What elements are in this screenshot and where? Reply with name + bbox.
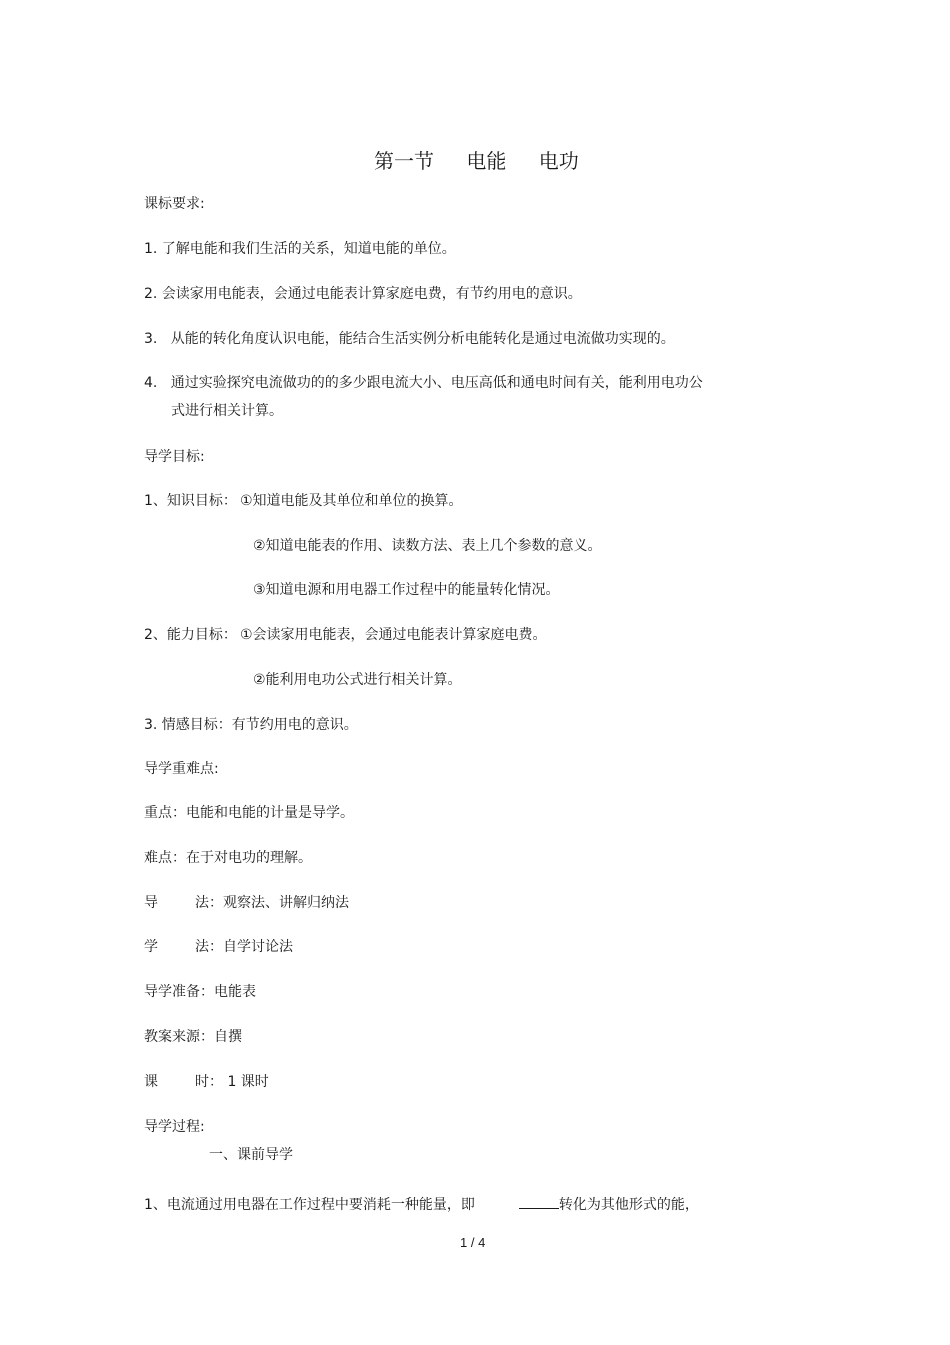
guide-method-value: 法：观察法、讲解归纳法: [195, 895, 349, 911]
knowledge-goal-3: ③知道电源和用电器工作过程中的能量转化情况。: [253, 582, 560, 598]
section-process-heading: 导学过程:: [144, 1119, 205, 1135]
emotion-goal: 3. 情感目标：有节约用电的意识。: [144, 717, 358, 733]
ability-goal-label: 2、能力目标：: [144, 627, 237, 643]
difficulty: 难点：在于对电功的理解。: [144, 850, 312, 866]
curriculum-item-3: 3. 从能的转化角度认识电能，能结合生活实例分析电能转化是通过电流做功实现的。: [144, 331, 675, 347]
page-number: 1 / 4: [460, 1235, 486, 1250]
ability-goal-1: ①会读家用电能表，会通过电能表计算家庭电费。: [240, 627, 547, 643]
question-1: [144, 1194, 699, 1215]
section-curriculum-heading: 课标要求:: [144, 196, 205, 212]
title-part-1: 第一节: [374, 149, 434, 173]
source: 教案来源：自撰: [144, 1029, 242, 1045]
curriculum-item-2: 2. 会读家用电能表，会通过电能表计算家庭电费，有节约用电的意识。: [144, 286, 582, 302]
title-part-2: 电能: [466, 149, 507, 173]
ability-goal-2: ②能利用电功公式进行相关计算。: [253, 672, 462, 688]
preparation: 导学准备：电能表: [144, 984, 256, 1000]
knowledge-goal-2: ②知道电能表的作用、读数方法、表上几个参数的意义。: [253, 538, 602, 554]
learn-method-label: 学: [144, 939, 158, 955]
curriculum-item-4-cont: 式进行相关计算。: [171, 403, 283, 419]
section-key-heading: 导学重难点:: [144, 761, 219, 777]
guide-method-label: 导: [144, 895, 158, 911]
curriculum-item-4: 4. 通过实验探究电流做功的的多少跟电流大小、电压高低和通电时间有关，能利用电功公: [144, 375, 703, 391]
knowledge-goal-1: ①知道电能及其单位和单位的换算。: [240, 493, 463, 509]
learn-method-value: 法：自学讨论法: [195, 939, 293, 955]
section-goals-heading: 导学目标:: [144, 449, 205, 465]
hours-value: 时： 1 课时: [195, 1074, 269, 1090]
knowledge-goal-label: 1、知识目标：: [144, 493, 237, 509]
question-1-text-b: 转化为其他形式的能，: [558, 1197, 699, 1213]
key-point: 重点：电能和电能的计量是导学。: [144, 805, 354, 821]
curriculum-item-1: 1. 了解电能和我们生活的关系，知道电能的单位。: [144, 241, 456, 257]
process-subheading: 一、课前导学: [209, 1147, 293, 1163]
hours-label: 课: [144, 1074, 158, 1090]
question-1-text-a: 1、电流通过用电器在工作过程中要消耗一种能量，即: [144, 1197, 475, 1213]
title-part-3: 电功: [538, 149, 579, 173]
question-1-blank: [519, 1194, 559, 1209]
document-title: [374, 148, 579, 174]
